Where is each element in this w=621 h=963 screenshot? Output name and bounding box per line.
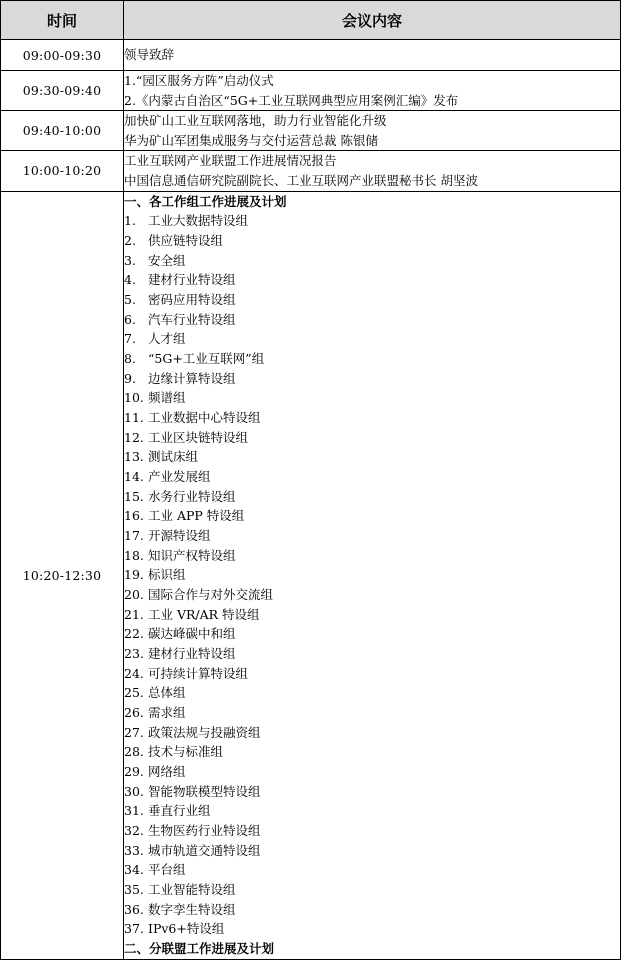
table-row — [1, 111, 621, 151]
list-item-label: 国际合作与对外交流组 — [148, 587, 274, 602]
content-line: 工业互联网产业联盟工作进展情况报告 — [124, 153, 337, 169]
list-item — [124, 270, 620, 290]
list-item-number: 27. — [124, 724, 144, 740]
list-item-number: 29. — [124, 764, 144, 780]
list-item-number: 6. — [124, 311, 136, 327]
row-time: 09:30-09:40 — [1, 71, 124, 111]
list-item-label: 工业区块链特设组 — [148, 429, 249, 445]
list-item — [124, 900, 620, 920]
list-item-label: 建材行业特设组 — [148, 272, 236, 288]
list-item-number: 31. — [124, 803, 144, 819]
list-item-number: 1. — [124, 213, 136, 229]
list-item-label: 密码应用特设组 — [148, 291, 236, 307]
list-item-number: 37. — [124, 921, 144, 937]
list-item — [124, 526, 620, 546]
list-item — [124, 880, 620, 900]
header-content: 会议内容 — [124, 1, 621, 40]
list-item-number: 22. — [124, 626, 144, 642]
table-row — [1, 191, 621, 959]
list-item-number: 5. — [124, 291, 136, 307]
list-item — [124, 487, 620, 507]
list-item-label: 边缘计算特设组 — [148, 370, 236, 386]
list-item-label: 工业数据中心特设组 — [148, 409, 261, 425]
table-row — [1, 40, 621, 71]
list-item-label: 产业发展组 — [148, 468, 211, 484]
row-content — [124, 151, 621, 191]
list-item — [124, 683, 620, 703]
list-item — [124, 388, 620, 408]
row-content — [124, 71, 621, 111]
list-item-number: 3. — [124, 252, 136, 268]
section-heading: 一、各工作组工作进展及计划 — [124, 193, 287, 209]
row-time: 10:00-10:20 — [1, 151, 124, 191]
list-item-number: 26. — [124, 705, 144, 721]
content-line: 1.“园区服务方阵”启动仪式 — [124, 73, 274, 88]
list-item-label: 建材行业特设组 — [148, 646, 236, 662]
content-line: 加快矿山工业互联网落地，助力行业智能化升级 — [124, 113, 387, 129]
list-item-number: 13. — [124, 449, 144, 465]
list-item-label: IPv6+特设组 — [148, 921, 225, 937]
list-item-label: 供应链特设组 — [148, 232, 224, 248]
content-line: 2.《内蒙古自治区“5G+工业互联网典型应用案例汇编》发布 — [124, 92, 459, 108]
list-item-number: 14. — [124, 468, 144, 484]
list-item-label: 政策法规与投融资组 — [148, 724, 261, 740]
row-time: 10:20-12:30 — [1, 191, 124, 959]
table-row — [1, 151, 621, 191]
working-group-list — [124, 211, 620, 939]
list-item-number: 18. — [124, 547, 144, 563]
list-item-label: 城市轨道交通特设组 — [148, 842, 261, 858]
list-item-number: 35. — [124, 882, 144, 898]
list-item-label: 工业智能特设组 — [148, 882, 236, 898]
list-item-number: 10. — [124, 390, 144, 406]
list-item-label: 测试床组 — [148, 449, 199, 465]
list-item-label: 需求组 — [148, 705, 186, 721]
list-item — [124, 762, 620, 782]
list-item-label: 知识产权特设组 — [148, 547, 236, 563]
section-heading: 二、分联盟工作进展及计划 — [124, 941, 275, 957]
list-item — [124, 231, 620, 251]
list-item — [124, 467, 620, 487]
list-item-number: 24. — [124, 665, 144, 681]
list-item-number: 8. — [124, 350, 136, 366]
list-item-number: 4. — [124, 272, 136, 288]
list-item-label: 工业 VR/AR 特设组 — [148, 606, 260, 622]
list-item-label: 智能物联模型特设组 — [148, 783, 261, 799]
list-item-number: 33. — [124, 842, 144, 858]
list-item-number: 11. — [124, 409, 144, 425]
list-item — [124, 919, 620, 939]
list-item-label: 垂直行业组 — [148, 803, 211, 819]
list-item — [124, 644, 620, 664]
list-item — [124, 664, 620, 684]
content-line: 华为矿山军团集成服务与交付运营总裁 陈银储 — [124, 132, 378, 148]
row-content — [124, 191, 621, 959]
list-item — [124, 349, 620, 369]
list-item-label: “5G+工业互联网”组 — [148, 350, 265, 366]
table-row — [1, 71, 621, 111]
list-item-label: 技术与标准组 — [148, 744, 224, 760]
list-item-number: 32. — [124, 823, 144, 839]
list-item — [124, 821, 620, 841]
header-row — [1, 1, 621, 40]
list-item-number: 34. — [124, 862, 144, 878]
row-time: 09:00-09:30 — [1, 40, 124, 71]
list-item — [124, 290, 620, 310]
list-item — [124, 801, 620, 821]
list-item-label: 标识组 — [148, 567, 186, 583]
list-item-number: 9. — [124, 370, 136, 386]
list-item-number: 2. — [124, 232, 136, 248]
list-item — [124, 408, 620, 428]
content-line: 领导致辞 — [124, 47, 175, 63]
list-item-number: 23. — [124, 646, 144, 662]
list-item-number: 36. — [124, 901, 144, 917]
list-item-number: 28. — [124, 744, 144, 760]
list-item — [124, 723, 620, 743]
list-item-number: 21. — [124, 606, 144, 622]
list-item-number: 17. — [124, 527, 144, 543]
list-item-number: 15. — [124, 488, 144, 504]
list-item-label: 生物医药行业特设组 — [148, 823, 261, 839]
list-item — [124, 841, 620, 861]
list-item — [124, 605, 620, 625]
list-item-number: 7. — [124, 331, 136, 347]
list-item — [124, 703, 620, 723]
list-item-label: 水务行业特设组 — [148, 488, 236, 504]
list-item-label: 网络组 — [148, 764, 186, 780]
list-item-label: 开源特设组 — [148, 527, 211, 543]
row-time: 09:40-10:00 — [1, 111, 124, 151]
list-item — [124, 624, 620, 644]
list-item — [124, 565, 620, 585]
list-item — [124, 546, 620, 566]
list-item-label: 安全组 — [148, 252, 186, 268]
list-item-number: 19. — [124, 567, 144, 583]
row-content — [124, 111, 621, 151]
list-item — [124, 585, 620, 605]
list-item-label: 工业大数据特设组 — [148, 213, 249, 229]
list-item — [124, 782, 620, 802]
list-item-label: 可持续计算特设组 — [148, 665, 249, 681]
content-line: 中国信息通信研究院副院长、工业互联网产业联盟秘书长 胡坚波 — [124, 172, 478, 188]
list-item — [124, 428, 620, 448]
list-item-label: 总体组 — [148, 685, 186, 701]
list-item — [124, 211, 620, 231]
list-item — [124, 369, 620, 389]
list-item-label: 数字孪生特设组 — [148, 901, 236, 917]
list-item-label: 人才组 — [148, 331, 186, 347]
list-item — [124, 329, 620, 349]
list-item — [124, 742, 620, 762]
list-item-number: 20. — [124, 587, 144, 602]
list-item — [124, 506, 620, 526]
list-item — [124, 251, 620, 271]
list-item-number: 30. — [124, 783, 144, 799]
row-content — [124, 40, 621, 71]
list-item-label: 平台组 — [148, 862, 186, 878]
list-item — [124, 310, 620, 330]
header-time: 时间 — [1, 1, 124, 40]
list-item-label: 碳达峰碳中和组 — [148, 626, 236, 642]
list-item-number: 12. — [124, 429, 144, 445]
list-item-label: 频谱组 — [148, 390, 186, 406]
list-item — [124, 860, 620, 880]
list-item-number: 16. — [124, 508, 144, 524]
list-item-label: 汽车行业特设组 — [148, 311, 236, 327]
list-item-label: 工业 APP 特设组 — [148, 508, 245, 524]
list-item — [124, 447, 620, 467]
list-item-number: 25. — [124, 685, 144, 701]
